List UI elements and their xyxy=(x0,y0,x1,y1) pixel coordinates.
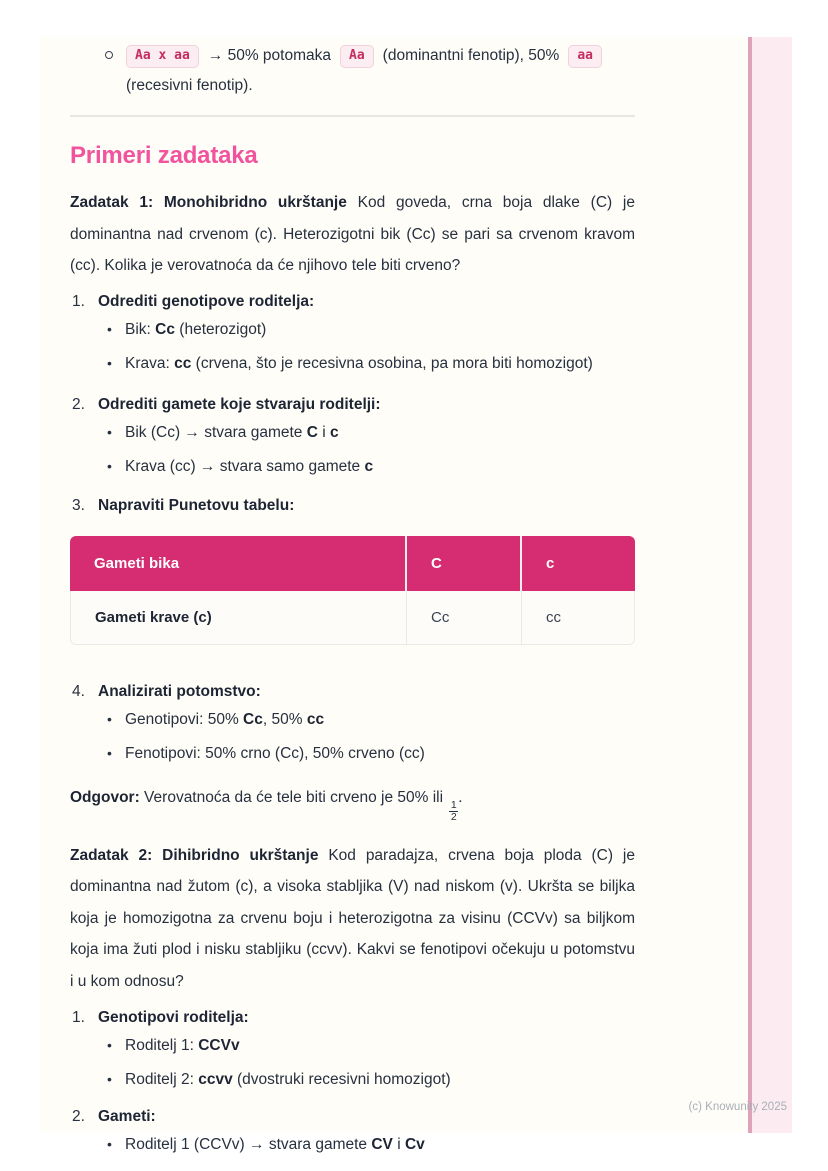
bullet-icon: • xyxy=(107,320,112,337)
table-header-cell: C xyxy=(407,536,522,591)
bullet-icon: • xyxy=(107,423,112,440)
answer-text: Odgovor: Verovatnoća da će tele biti crveno je 50% ili xyxy=(70,788,448,806)
list-item: • Genotipovi: 50% Cc, 50% cc xyxy=(70,707,635,732)
page-content xyxy=(70,37,635,1157)
list-item: • Krava: cc (crvena, što je recesivna osobina, pa mora biti homozigot) xyxy=(70,351,635,376)
list-item-cross-result xyxy=(70,41,635,101)
bullet-icon: • xyxy=(107,457,112,474)
table-cell: Cc xyxy=(407,591,522,645)
list-item: • Roditelj 1 (CCVv) → stvara gamete CV i Cv xyxy=(70,1132,635,1157)
task2-paragraph: Zadatak 2: Dihibridno ukrštanje Kod paradajza, crvena boja ploda (C) je dominantna nad žutom (c), a visoka stabljika (V) nad niskom (v). Ukršta se biljka koja je homozigotna za crvenu boju i heterozigotna za visinu (CCVv) sa biljkom koja ima žuti plod i nisku stabljiku (ccvv). Kakvi se fenotipovi očekuju u potomstvu i u kom odnosu? xyxy=(70,846,635,990)
task2-step-2 xyxy=(70,1104,635,1157)
fraction-one-half: $\frac{1}{2}$ xyxy=(450,798,457,823)
step-number: 4. xyxy=(72,682,85,700)
cross-result-line xyxy=(126,41,602,71)
table-row xyxy=(70,591,635,645)
cross-text-2: (dominantni fenotip), 50% xyxy=(382,47,560,64)
task1-step-3 xyxy=(70,493,635,518)
step-number: 1. xyxy=(72,292,85,310)
step-number: 1. xyxy=(72,1009,85,1027)
bullet-icon: • xyxy=(107,1071,112,1088)
section-divider xyxy=(70,115,635,117)
step-number: 2. xyxy=(72,395,85,413)
table-header-cell: Gameti bika xyxy=(70,536,407,591)
genotype-badge-cross: Aa x aa xyxy=(126,45,199,68)
punnett-table xyxy=(70,536,635,645)
answer-period: . xyxy=(458,788,463,806)
section-heading: Primeri zadataka xyxy=(70,142,258,169)
list-item: • Roditelj 1: CCVv xyxy=(70,1033,635,1058)
cross-result-line-2: (recesivni fenotip). xyxy=(126,77,253,94)
step-title: Odrediti genotipove roditelja: xyxy=(98,292,315,310)
bullet-icon: • xyxy=(107,744,112,761)
hollow-bullet-icon xyxy=(105,51,113,59)
task1-step-1 xyxy=(70,289,635,376)
list-item: • Bik (Cc) → stvara gamete C i c xyxy=(70,420,635,445)
cross-text-1: → 50% potomaka xyxy=(207,47,332,64)
bullet-icon: • xyxy=(107,1037,112,1054)
task1-paragraph: Zadatak 1: Monohibridno ukrštanje Kod goveda, crna boja dlake (C) je dominantna nad crvenom (c). Heterozigotni bik (Cc) se pari sa crvenom kravom (cc). Kolika je verovatnoća da će njihovo tele biti crveno? xyxy=(70,194,635,274)
task1-step-4 xyxy=(70,679,635,766)
page-edge-ribbon xyxy=(748,37,792,1133)
table-cell: cc xyxy=(522,591,635,645)
step-number: 3. xyxy=(72,496,85,514)
document-page xyxy=(40,37,792,1154)
task2-step-1 xyxy=(70,1005,635,1092)
list-item: • Fenotipovi: 50% crno (Cc), 50% crveno (cc) xyxy=(70,741,635,766)
table-cell: Gameti krave (c) xyxy=(70,591,407,645)
genotype-badge-recessive: aa xyxy=(568,45,602,68)
bullet-icon: • xyxy=(107,1136,112,1153)
watermark: (c) Knowunity 2025 xyxy=(688,1101,787,1113)
step-title: Gameti: xyxy=(98,1108,156,1126)
table-header-cell: c xyxy=(522,536,635,591)
step-title: Analizirati potomstvo: xyxy=(98,682,261,700)
step-title: Napraviti Punetovu tabelu: xyxy=(98,496,295,514)
task1-step-2 xyxy=(70,392,635,479)
answer-paragraph xyxy=(70,782,635,823)
step-title: Genotipovi roditelja: xyxy=(98,1009,249,1027)
step-number: 2. xyxy=(72,1108,85,1126)
bullet-icon: • xyxy=(107,710,112,727)
bullet-icon: • xyxy=(107,354,112,371)
step-title: Odrediti gamete koje stvaraju roditelji: xyxy=(98,395,381,413)
list-item: • Bik: Cc (heterozigot) xyxy=(70,317,635,342)
list-item: • Krava (cc) → stvara samo gamete c xyxy=(70,454,635,479)
genotype-badge-dominant: Aa xyxy=(340,45,374,68)
table-header-row xyxy=(70,536,635,591)
list-item: • Roditelj 2: ccvv (dvostruki recesivni homozigot) xyxy=(70,1067,635,1092)
